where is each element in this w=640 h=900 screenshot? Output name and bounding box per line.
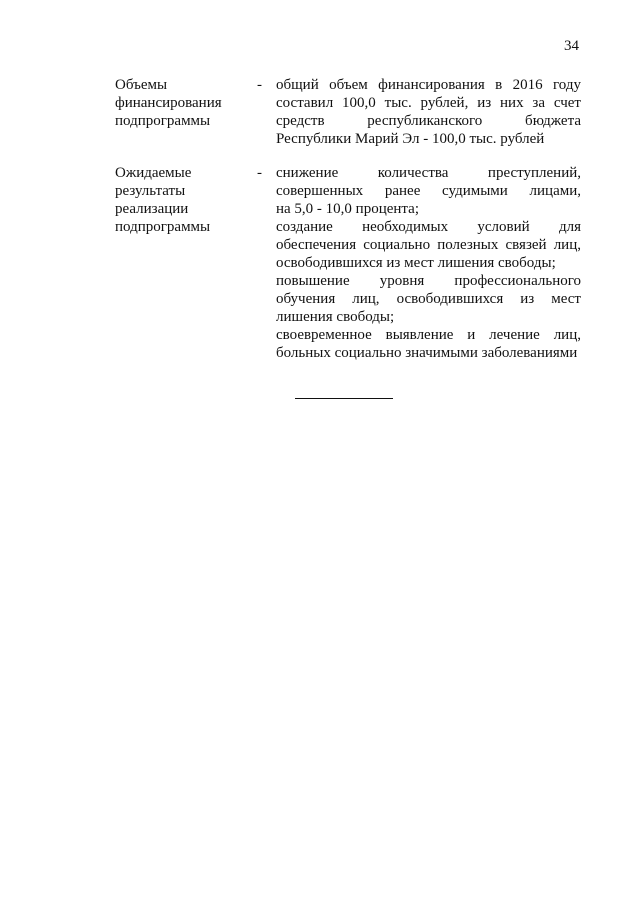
content-line: средств республиканского бюджета — [276, 113, 581, 129]
label-line: реализации — [115, 201, 189, 217]
section-content — [276, 76, 581, 148]
content-line: больных социально значимыми заболеваниями — [276, 345, 578, 361]
content-line: на 5,0 - 10,0 процента; — [276, 201, 419, 217]
dash-separator: - — [257, 165, 262, 181]
content-line: составил 100,0 тыс. рублей, из них за счет — [276, 95, 581, 111]
content-line: обеспечения социально полезных связей лиц, — [276, 237, 581, 253]
content-line: своевременное выявление и лечение лиц, — [276, 327, 581, 343]
content-line: освободившихся из мест лишения свободы; — [276, 255, 556, 271]
content-line: совершенных ранее судимыми лицами, — [276, 183, 581, 199]
section-content — [276, 164, 581, 362]
content-line: лишения свободы; — [276, 309, 395, 325]
content-line: снижение количества преступлений, — [276, 165, 581, 181]
dash-separator: - — [257, 77, 262, 93]
end-separator-line — [295, 398, 393, 399]
label-line: Объемы — [115, 77, 168, 93]
page-number: 34 — [564, 38, 579, 54]
label-line: результаты — [115, 183, 186, 199]
content-line: создание необходимых условий для — [276, 219, 581, 235]
label-line: подпрограммы — [115, 219, 211, 235]
label-line: подпрограммы — [115, 113, 211, 129]
content-line: обучения лиц, освободившихся из мест — [276, 291, 581, 307]
label-line: финансирования — [115, 95, 222, 111]
label-line: Ожидаемые — [115, 165, 192, 181]
content-line: общий объем финансирования в 2016 году — [276, 77, 581, 93]
content-line: Республики Марий Эл - 100,0 тыс. рублей — [276, 131, 545, 147]
content-line: повышение уровня профессионального — [276, 273, 581, 289]
section-label — [115, 76, 255, 130]
section-label — [115, 164, 255, 236]
